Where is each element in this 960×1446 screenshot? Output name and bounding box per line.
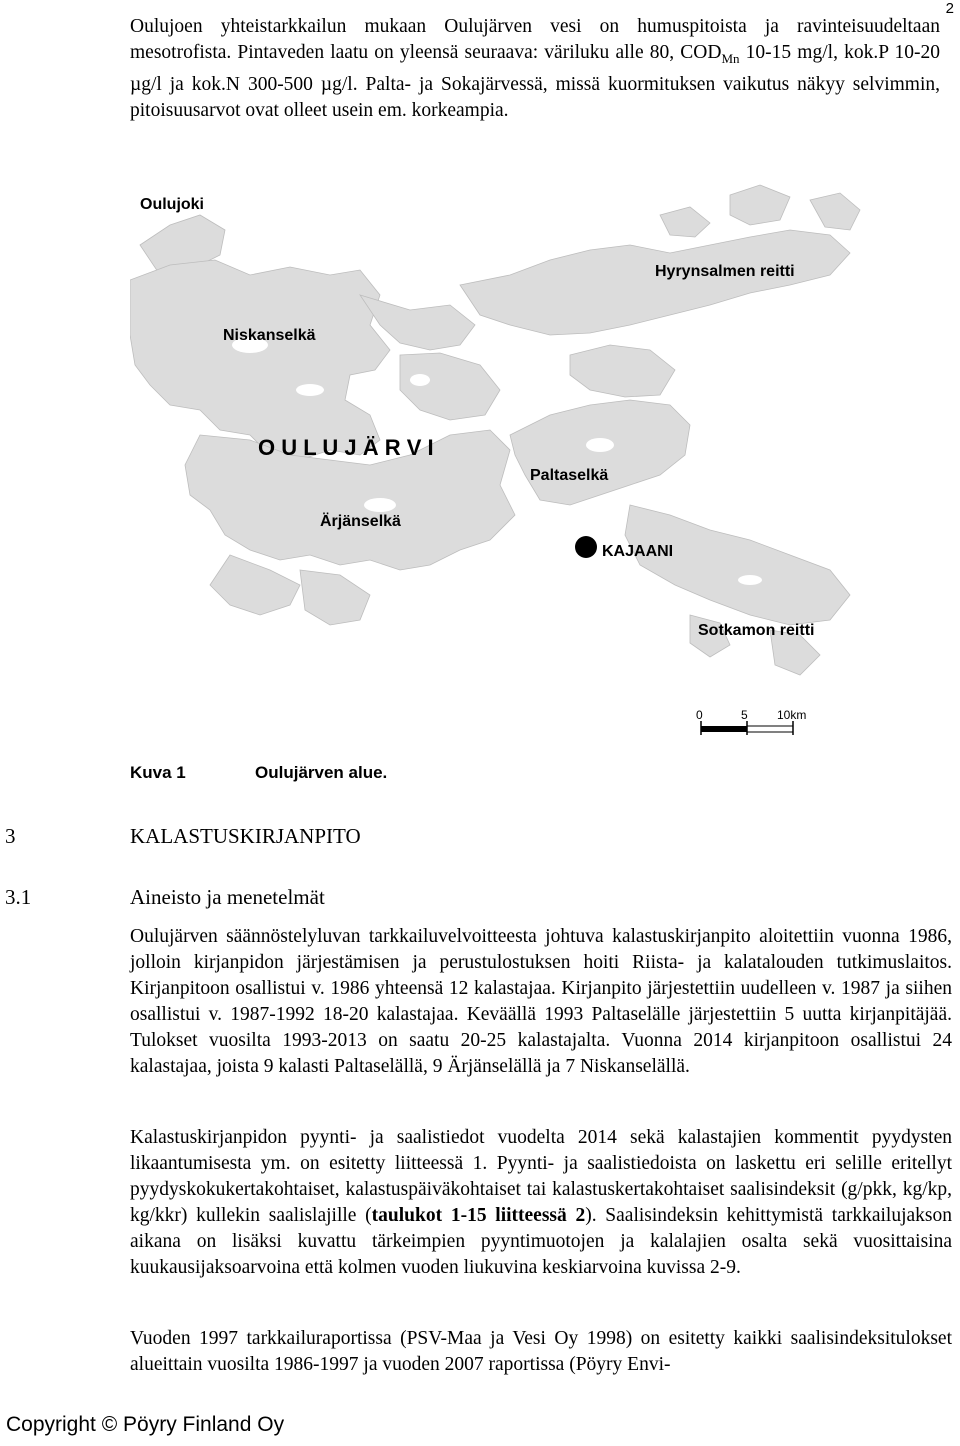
lake-map bbox=[130, 175, 940, 755]
paragraph-2-bold: taulukot 1-15 liitteessä 2 bbox=[371, 1205, 586, 1226]
intro-paragraph bbox=[130, 14, 940, 124]
subsection-title: Aineisto ja menetelmät bbox=[130, 885, 325, 909]
scale-tick-10: 10km bbox=[777, 708, 807, 722]
scale-tick-0: 0 bbox=[696, 708, 703, 722]
kajaani-marker bbox=[575, 536, 597, 558]
label-paltaselka: Paltaselkä bbox=[530, 467, 609, 484]
section-title: KALASTUSKIRJANPITO bbox=[130, 824, 361, 848]
label-oulujoki: Oulujoki bbox=[140, 196, 204, 213]
paragraph-2-text-a: Kalastuskirjanpidon pyynti- ja saalistiedot vuodelta 2014 sekä kalastajien kommentit pyydysten likaantumisesta ym. on esitetty liitteessä 1. Pyynti- ja saalistiedoista on laskettu eri selille eritellyt pyydyskokukertakohtaiset, kalastuspäiväkohtaiset tai kalastuskertakohtaiset saalisindeksit (g/pkk, kg/kp, kg/kkr) kullekin saalislajille ( bbox=[130, 1127, 952, 1226]
section-number: 3 bbox=[5, 824, 16, 848]
paragraph-1: Oulujärven säännöstelyluvan tarkkailuvelvoitteesta johtuva kalastuskirjanpito aloitettiin vuonna 1986, jolloin kirjanpidon järjestämisen ja perustulostuksen hoiti Riista- ja kalatalouden tutkimuslaitos. Kirjanpitoon osallistui v. 1986 yhteensä 12 kalastajaa. Kirjanpito järjestettiin uudelleen v. 1987 ja siihen osallistui v. 1987-1992 18-20 kalastajaa. Keväällä 1993 Paltaselälle järjestettiin 5 uutta kirjanpitäjää. Tulokset vuosilta 1993-2013 on saatu 20-25 kalastajalta. Vuonna 2014 kirjanpitoon osallistui 24 kalastajaa, joista 9 kalasti Paltaselällä, 9 Ärjänselällä ja 7 Niskanselällä. bbox=[130, 926, 952, 1077]
label-niskanselka: Niskanselkä bbox=[223, 327, 316, 344]
copyright-footer: Copyright © Pöyry Finland Oy bbox=[6, 1413, 285, 1436]
label-arjanselka: Ärjänselkä bbox=[320, 513, 401, 530]
scale-tick-5: 5 bbox=[741, 708, 748, 722]
figure-label: Kuva 1 bbox=[130, 763, 186, 782]
scale-bar bbox=[696, 708, 806, 735]
label-kajaani: KAJAANI bbox=[602, 543, 674, 560]
paragraph-2 bbox=[130, 1125, 952, 1281]
label-oulujarvi: O U L U J Ä R V I bbox=[258, 435, 434, 460]
section-heading bbox=[5, 824, 361, 849]
subsection-heading bbox=[5, 885, 325, 910]
intro-text-1: Oulujoen yhteistarkkailun mukaan Oulujärven vesi on humuspitoista ja ravinteisuudeltaan mesotrofista. Pintaveden laatu on yleensä seuraava: väriluku alle 80, COD bbox=[130, 16, 940, 63]
intro-subscript: Mn bbox=[721, 50, 740, 66]
paragraph-2-text-b: ). Saalisindeksin kehittymistä tarkkailujakson aikana on lisäksi kuvattu tärkeimpien pyyntimuotojen ja kalalajien osalta sekä vuosittaisina kuukausijaksoarvoina että kolmen vuoden liukuvina keskiarvoina kuvissa 2-9. bbox=[130, 1205, 952, 1278]
label-hyrynsalmen-reitti: Hyrynsalmen reitti bbox=[655, 263, 795, 280]
paragraph-3: Vuoden 1997 tarkkailuraportissa (PSV-Maa ja Vesi Oy 1998) on esitetty kaikki saalisindeksitulokset alueittain vuosilta 1986-1997 ja vuoden 2007 raportissa (Pöyry Envi- bbox=[130, 1328, 952, 1375]
lake-water bbox=[130, 185, 860, 675]
subsection-number: 3.1 bbox=[5, 885, 32, 909]
intro-text-2: 10-15 mg/l, kok.P 10-20 µg/l ja kok.N 300-500 µg/l. Palta- ja Sokajärvessä, missä kuormituksen vaikutus näkyy selvimmin, pitoisuusarvot ovat olleet usein em. korkeampia. bbox=[130, 42, 940, 121]
label-sotkamon-reitti: Sotkamon reitti bbox=[698, 622, 815, 639]
figure-caption: Oulujärven alue. bbox=[255, 763, 388, 782]
page-number: 2 bbox=[945, 0, 954, 17]
